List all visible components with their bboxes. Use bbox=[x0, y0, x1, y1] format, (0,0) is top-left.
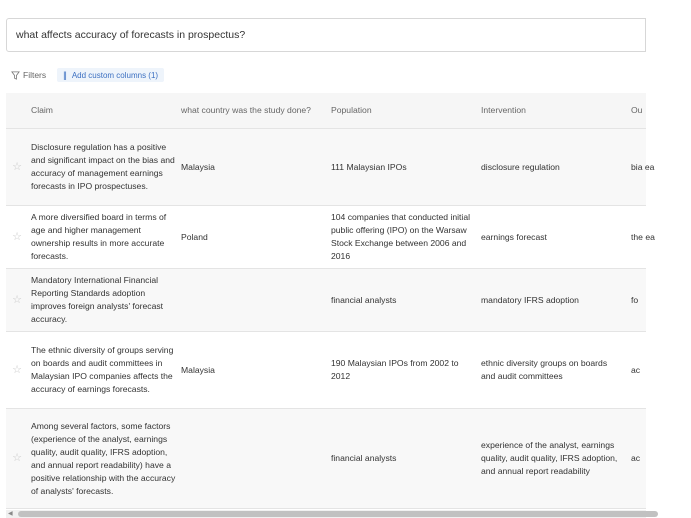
outcome-cell: the ea bbox=[631, 231, 655, 242]
column-header-intervention[interactable]: Intervention bbox=[481, 105, 526, 115]
filters-button[interactable] bbox=[11, 70, 46, 80]
claim-cell: Mandatory International Financial Reporting Standards adoption improves foreign analysts' forecast accuracy. bbox=[31, 275, 164, 324]
outcome-cell: ac bbox=[631, 364, 641, 375]
table-row[interactable] bbox=[6, 129, 655, 206]
country-cell bbox=[181, 409, 321, 508]
population-cell: financial analysts bbox=[331, 294, 397, 305]
claim-cell: Among several factors, some factors (experience of the analyst, earnings quality, audit quality, IFRS adoption, and annual report readability) have a positive relationship with the accuracy of analysts' forecasts. bbox=[31, 420, 176, 496]
outcome-cell: ac bbox=[631, 453, 641, 463]
column-header-country[interactable]: what country was the study done? bbox=[181, 105, 311, 115]
population-cell: 104 companies that conducted initial public offering (IPO) on the Warsaw Stock Exchange between 2006 and 2016 bbox=[331, 212, 471, 261]
horizontal-scrollbar[interactable] bbox=[6, 510, 646, 518]
table-row[interactable] bbox=[6, 269, 646, 332]
country-cell bbox=[181, 269, 321, 331]
columns-icon: || bbox=[63, 70, 66, 80]
column-header-claim[interactable]: Claim bbox=[31, 105, 53, 115]
table-row[interactable] bbox=[6, 332, 646, 409]
outcome-cell: fo bbox=[631, 294, 639, 305]
claim-cell: Disclosure regulation has a positive and significant impact on the bias and accuracy of management earnings forecasts in IPO prospectuses. bbox=[31, 142, 175, 191]
claim-cell: A more diversified board in terms of age and higher management ownership results in more accurate forecasts. bbox=[31, 212, 167, 261]
scrollbar-thumb[interactable] bbox=[18, 511, 658, 517]
results-table bbox=[6, 93, 655, 509]
search-input[interactable] bbox=[16, 29, 645, 41]
filter-icon bbox=[11, 71, 20, 80]
star-icon[interactable]: ☆ bbox=[12, 452, 22, 464]
table-row[interactable] bbox=[6, 409, 646, 509]
search-box[interactable] bbox=[6, 18, 646, 52]
table-row[interactable] bbox=[6, 206, 655, 269]
population-cell: 190 Malaysian IPOs from 2002 to 2012 bbox=[331, 358, 459, 381]
table-header bbox=[6, 93, 646, 129]
country-cell: Malaysia bbox=[181, 364, 215, 375]
intervention-cell: disclosure regulation bbox=[481, 161, 560, 172]
scroll-left-icon[interactable]: ◀ bbox=[8, 511, 13, 517]
intervention-cell: earnings forecast bbox=[481, 231, 547, 242]
filters-label: Filters bbox=[23, 70, 47, 80]
add-custom-columns-button[interactable] bbox=[57, 68, 164, 82]
star-icon[interactable]: ☆ bbox=[12, 293, 22, 306]
add-custom-columns-label: Add custom columns (1) bbox=[71, 70, 159, 80]
star-icon[interactable]: ☆ bbox=[12, 230, 22, 243]
intervention-cell: ethnic diversity groups on boards and audit committees bbox=[481, 358, 608, 381]
claim-cell: The ethnic diversity of groups serving on boards and audit committees in Malaysian IPO companies affects the accuracy of earnings forecasts. bbox=[31, 345, 174, 394]
column-header-population[interactable]: Population bbox=[331, 105, 372, 115]
population-cell: financial analysts bbox=[331, 453, 397, 463]
star-icon[interactable]: ☆ bbox=[12, 160, 22, 173]
population-cell: 111 Malaysian IPOs bbox=[331, 161, 407, 172]
toolbar bbox=[11, 68, 164, 82]
country-cell: Poland bbox=[181, 231, 208, 242]
star-icon[interactable]: ☆ bbox=[12, 363, 22, 376]
country-cell: Malaysia bbox=[181, 161, 215, 172]
intervention-cell: experience of the analyst, earnings quality, audit quality, IFRS adoption, and annual report readability bbox=[481, 440, 618, 476]
intervention-cell: mandatory IFRS adoption bbox=[481, 294, 579, 305]
outcome-cell: bia ea bbox=[631, 161, 655, 172]
column-header-outcome[interactable]: Ou bbox=[631, 105, 643, 115]
